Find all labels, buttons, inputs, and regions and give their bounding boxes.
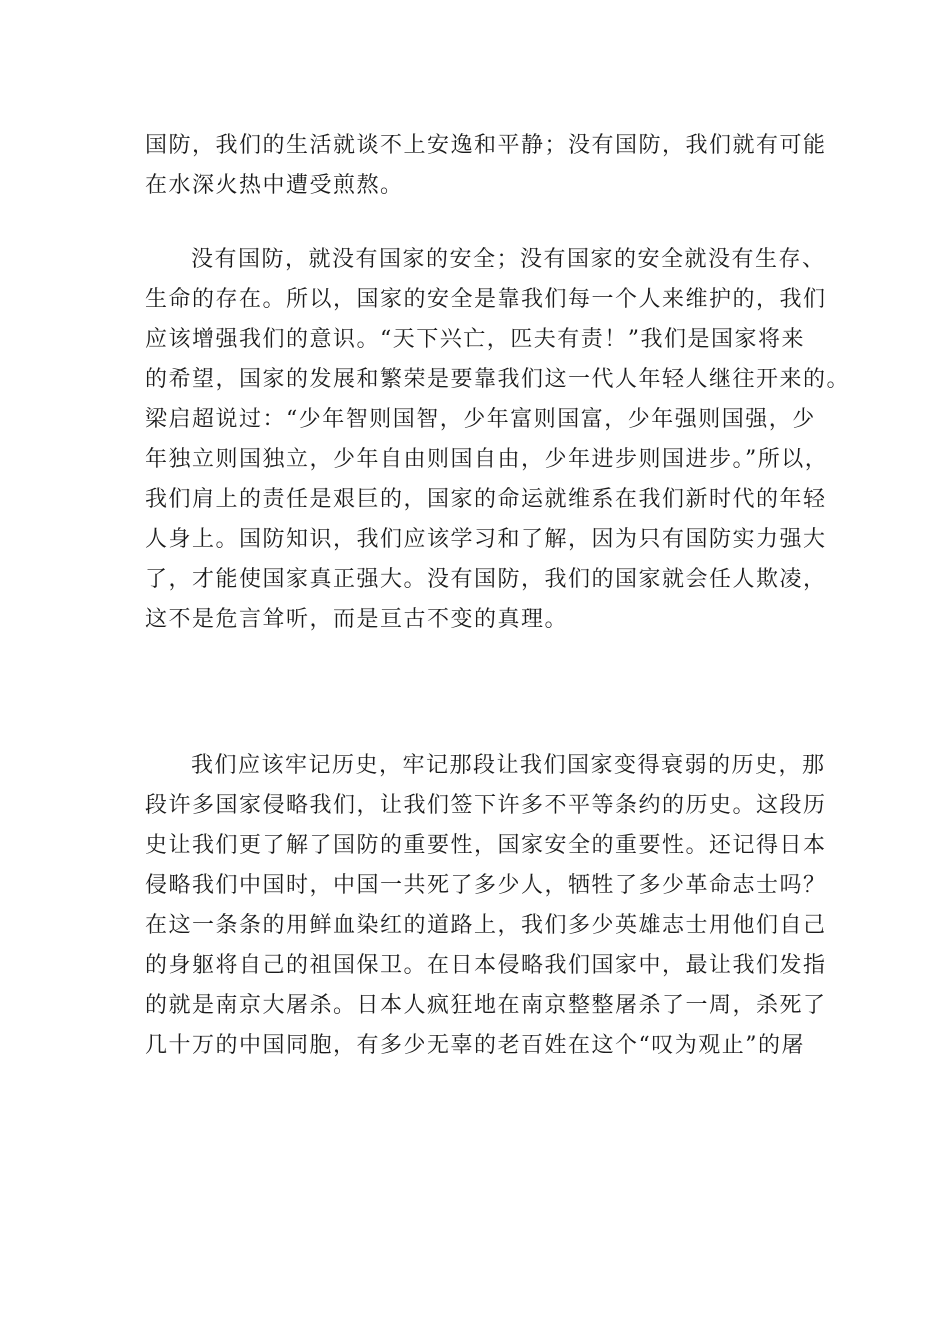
paragraph-line: 年独立则国独立，少年自由则国自由，少年进步则国进步。”所以， [145, 447, 829, 472]
paragraph-line: 段许多国家侵略我们，让我们签下许多不平等条约的历史。这段历 [145, 793, 827, 818]
paragraph-3 [145, 746, 827, 1066]
paragraph-line: 侵略我们中国时，中国一共死了多少人，牺牲了多少革命志士吗？ [145, 873, 827, 898]
paragraph-line: 的就是南京大屠杀。日本人疯狂地在南京整整屠杀了一周，杀死了 [145, 993, 827, 1018]
paragraph-line: 人身上。国防知识，我们应该学习和了解，因为只有国防实力强大 [145, 527, 827, 552]
paragraph-line: 史让我们更了解了国防的重要性，国家安全的重要性。还记得日本 [145, 833, 827, 858]
paragraph-line: 没有国防，就没有国家的安全；没有国家的安全就没有生存、 [191, 247, 826, 272]
paragraph-line: 这不是危言耸听，而是亘古不变的真理。 [145, 607, 569, 632]
paragraph-line: 我们应该牢记历史，牢记那段让我们国家变得衰弱的历史，那 [191, 753, 826, 778]
paragraph-line: 的身躯将自己的祖国保卫。在日本侵略我们国家中，最让我们发指 [145, 953, 827, 978]
paragraph-line: 了，才能使国家真正强大。没有国防，我们的国家就会任人欺凌， [145, 567, 827, 592]
paragraph-1 [145, 126, 827, 206]
paragraph-line: 国防，我们的生活就谈不上安逸和平静；没有国防，我们就有可能 [145, 133, 827, 158]
paragraph-line: 应该增强我们的意识。“天下兴亡，匹夫有责！”我们是国家将来 [145, 327, 805, 352]
paragraph-line: 的希望，国家的发展和繁荣是要靠我们这一代人年轻人继往开来的。 [145, 367, 851, 392]
paragraph-line: 生命的存在。所以，国家的安全是靠我们每一个人来维护的，我们 [145, 287, 827, 312]
paragraph-line: 几十万的中国同胞，有多少无辜的老百姓在这个“叹为观止”的屠 [145, 1033, 805, 1058]
paragraph-line: 我们肩上的责任是艰巨的，国家的命运就维系在我们新时代的年轻 [145, 487, 827, 512]
paragraph-line: 梁启超说过：“少年智则国智，少年富则国富，少年强则国强，少 [145, 407, 816, 432]
paragraph-2 [145, 240, 851, 640]
paragraph-line: 在这一条条的用鲜血染红的道路上，我们多少英雄志士用他们自己 [145, 913, 827, 938]
paragraph-line: 在水深火热中遭受煎熬。 [145, 173, 404, 198]
